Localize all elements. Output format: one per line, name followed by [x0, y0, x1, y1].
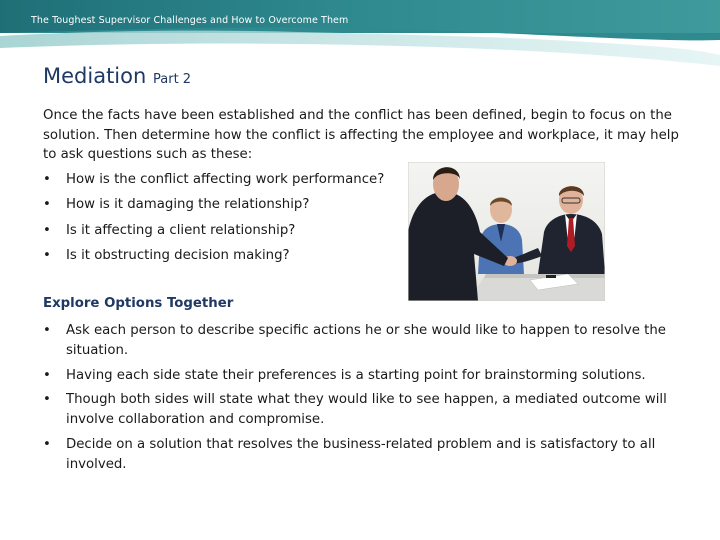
bullet-dot: •: [43, 222, 51, 238]
question-list: [43, 170, 393, 272]
header-text: The Toughest Supervisor Challenges and How to Overcome Them: [31, 15, 349, 26]
list-item-text: Is it obstructing decision making?: [66, 248, 290, 264]
list-item-text: Ask each person to describe specific actions he or she would like to happen to resolve the situation.: [66, 323, 666, 358]
list-item: [43, 321, 668, 361]
header-band: [0, 0, 720, 70]
list-item-text: Having each side state their preferences is a starting point for brainstorming solutions.: [66, 367, 646, 383]
options-list: [43, 321, 668, 479]
list-item: [43, 390, 668, 430]
bullet-dot: •: [43, 323, 51, 338]
list-item-text: Is it affecting a client relationship?: [66, 222, 296, 238]
bullet-dot: •: [43, 367, 51, 383]
title-sub: Part 2: [153, 72, 192, 87]
list-item: [43, 246, 393, 265]
bullet-dot: •: [43, 248, 51, 264]
bullet-dot: •: [43, 197, 51, 213]
list-item: [43, 366, 668, 386]
bullet-dot: •: [43, 172, 51, 187]
bullet-dot: •: [43, 436, 51, 452]
list-item: [43, 435, 668, 475]
list-item-text: Though both sides will state what they would like to see happen, a mediated outcome will involve collaboration and compromise.: [66, 392, 667, 427]
bullet-dot: •: [43, 392, 51, 407]
title-main: Mediation: [43, 64, 147, 88]
intro-paragraph: Once the facts have been established and the conflict has been defined, begin to focus on the solution. Then determine how the conflict is affecting the employee and workplace, it may help to ask questions such as these:: [43, 108, 679, 162]
page-title: [43, 64, 191, 88]
section-heading: Explore Options Together: [43, 296, 234, 311]
list-item-text: How is the conflict affecting work performance?: [66, 172, 385, 187]
list-item-text: Decide on a solution that resolves the business-related problem and is satisfactory to all involved.: [66, 436, 656, 472]
list-item: [43, 195, 393, 214]
list-item: [43, 170, 393, 189]
list-item: [43, 221, 393, 240]
list-item-text: How is it damaging the relationship?: [66, 197, 310, 213]
business-meeting-photo: [408, 162, 605, 301]
